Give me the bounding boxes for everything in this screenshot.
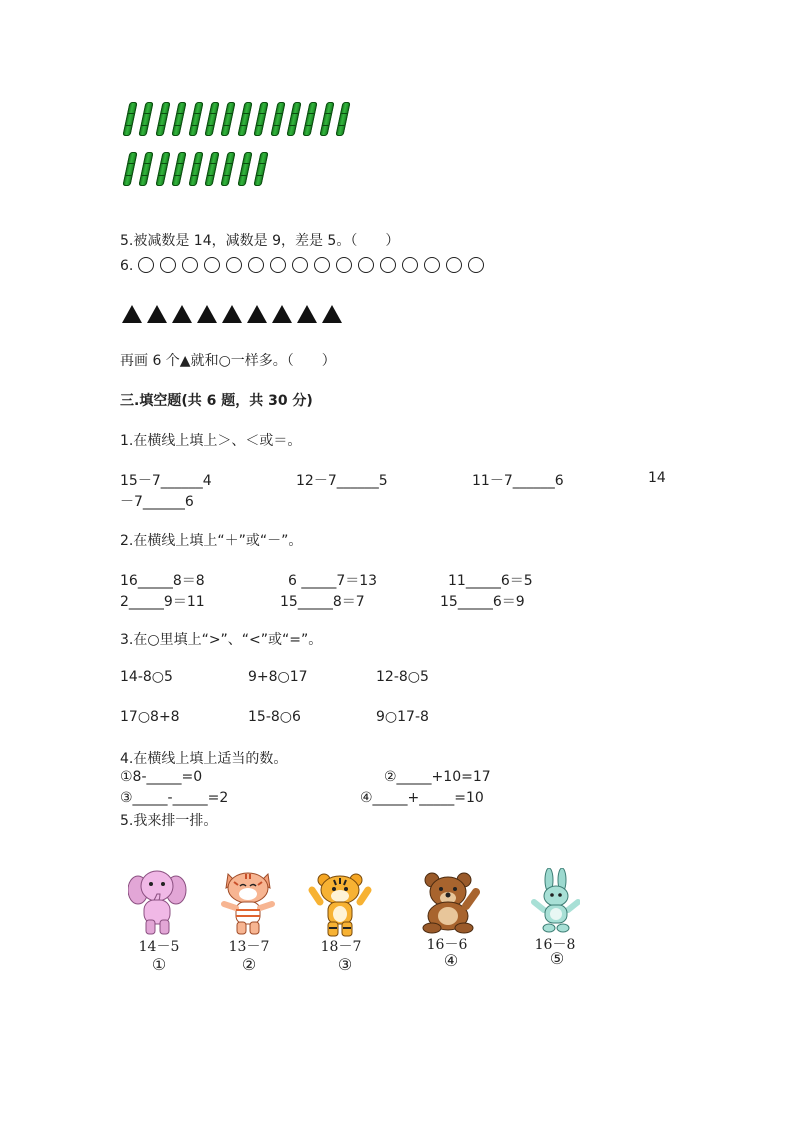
triangle-icon bbox=[147, 305, 167, 323]
circle-icon bbox=[402, 257, 418, 273]
circle-icon bbox=[424, 257, 440, 273]
p4-title: 4.在横线上填上适当的数。 bbox=[120, 751, 288, 767]
stick-icon bbox=[270, 102, 285, 136]
stick-icon bbox=[139, 152, 154, 186]
circle-icon bbox=[160, 257, 176, 273]
circle-icon bbox=[270, 257, 286, 273]
p3-item: 17○8+8 bbox=[120, 709, 180, 725]
stick-icon bbox=[336, 102, 351, 136]
p3-item: 15-8○6 bbox=[248, 709, 301, 725]
tiger-icon bbox=[308, 872, 372, 938]
circle-row bbox=[138, 257, 484, 273]
circle-icon bbox=[336, 257, 352, 273]
p3-item: 9+8○17 bbox=[248, 669, 308, 685]
stick-icon bbox=[122, 152, 137, 186]
circle-icon bbox=[226, 257, 242, 273]
circle-icon bbox=[182, 257, 198, 273]
stick-icon bbox=[204, 152, 219, 186]
stick-icon bbox=[319, 102, 334, 136]
q5-statement: 5.被减数是 14，减数是 9，差是 5。（ ） bbox=[120, 233, 400, 249]
triangle-row bbox=[122, 305, 342, 323]
triangle-icon bbox=[197, 305, 217, 323]
rabbit-icon bbox=[530, 868, 580, 934]
circle-icon bbox=[204, 257, 220, 273]
p3-item: 12-8○5 bbox=[376, 669, 429, 685]
stick-icon bbox=[122, 102, 137, 136]
elephant-icon bbox=[128, 868, 188, 936]
triangle-icon bbox=[172, 305, 192, 323]
animal-expression: 18－7 bbox=[320, 939, 362, 955]
animal-expression: 13－7 bbox=[228, 939, 270, 955]
triangle-icon bbox=[297, 305, 317, 323]
section-title: 三.填空题(共 6 题，共 30 分) bbox=[120, 393, 313, 409]
circle-icon bbox=[468, 257, 484, 273]
circle-icon bbox=[446, 257, 462, 273]
p1-item: －7______6 bbox=[120, 494, 194, 510]
animal-number: ③ bbox=[337, 955, 353, 974]
stick-icon bbox=[286, 102, 301, 136]
stick-icon bbox=[172, 102, 187, 136]
circle-icon bbox=[292, 257, 308, 273]
stick-icon bbox=[155, 152, 170, 186]
p1-item: 15－7______4 bbox=[120, 473, 212, 489]
animal-expression: 16－8 bbox=[534, 937, 576, 953]
stick-icon bbox=[139, 102, 154, 136]
p4-item: ②_____+10=17 bbox=[384, 769, 491, 785]
triangle-icon bbox=[322, 305, 342, 323]
animal-expression: 16－6 bbox=[426, 937, 468, 953]
cat-icon bbox=[216, 868, 280, 936]
bear-icon bbox=[418, 872, 480, 934]
animal-number: ④ bbox=[443, 951, 459, 970]
stick-icon bbox=[221, 152, 236, 186]
p2-title: 2.在横线上填上“＋”或“－”。 bbox=[120, 533, 303, 549]
p3-item: 14-8○5 bbox=[120, 669, 173, 685]
triangle-icon bbox=[122, 305, 142, 323]
triangle-icon bbox=[272, 305, 292, 323]
stick-icon bbox=[237, 102, 252, 136]
p2-item: 2_____9＝11 bbox=[120, 594, 205, 610]
circle-icon bbox=[380, 257, 396, 273]
q6-prefix: 6. bbox=[120, 258, 134, 274]
triangle-icon bbox=[222, 305, 242, 323]
stick-icon bbox=[188, 152, 203, 186]
p2-item: 16_____8＝8 bbox=[120, 573, 205, 589]
stick-icon bbox=[172, 152, 187, 186]
stick-icon bbox=[303, 102, 318, 136]
stick-icon bbox=[188, 102, 203, 136]
p3-title: 3.在○里填上“>”、“<”或“=”。 bbox=[120, 632, 323, 648]
triangle-icon bbox=[247, 305, 267, 323]
p4-item: ③_____-_____=2 bbox=[120, 790, 229, 806]
circle-icon bbox=[248, 257, 264, 273]
p4-item: ①8-_____=0 bbox=[120, 769, 203, 785]
p1-item: 11－7______6 bbox=[472, 473, 564, 489]
p3-item: 9○17-8 bbox=[376, 709, 429, 725]
p2-item: 15_____6＝9 bbox=[440, 594, 525, 610]
p5-title: 5.我来排一排。 bbox=[120, 813, 218, 829]
p2-item: 6 _____7＝13 bbox=[288, 573, 378, 589]
animal-number: ⑤ bbox=[549, 949, 565, 968]
p2-item: 11_____6＝5 bbox=[448, 573, 533, 589]
animal-number: ① bbox=[151, 955, 167, 974]
stick-icon bbox=[155, 102, 170, 136]
circle-icon bbox=[358, 257, 374, 273]
q6-statement: 再画 6 个▲就和○一样多。（ ） bbox=[120, 353, 336, 369]
p4-item: ④_____+_____=10 bbox=[360, 790, 484, 806]
circle-icon bbox=[314, 257, 330, 273]
stick-icon bbox=[237, 152, 252, 186]
p1-item: 12－7______5 bbox=[296, 473, 388, 489]
circle-icon bbox=[138, 257, 154, 273]
stick-icon bbox=[254, 152, 269, 186]
stick-icon bbox=[221, 102, 236, 136]
animal-expression: 14－5 bbox=[138, 939, 180, 955]
p1-item: 14 bbox=[648, 470, 666, 486]
stick-icon bbox=[204, 102, 219, 136]
animal-number: ② bbox=[241, 955, 257, 974]
p2-item: 15_____8＝7 bbox=[280, 594, 365, 610]
stick-icon bbox=[254, 102, 269, 136]
p1-title: 1.在横线上填上＞、＜或＝。 bbox=[120, 433, 302, 449]
